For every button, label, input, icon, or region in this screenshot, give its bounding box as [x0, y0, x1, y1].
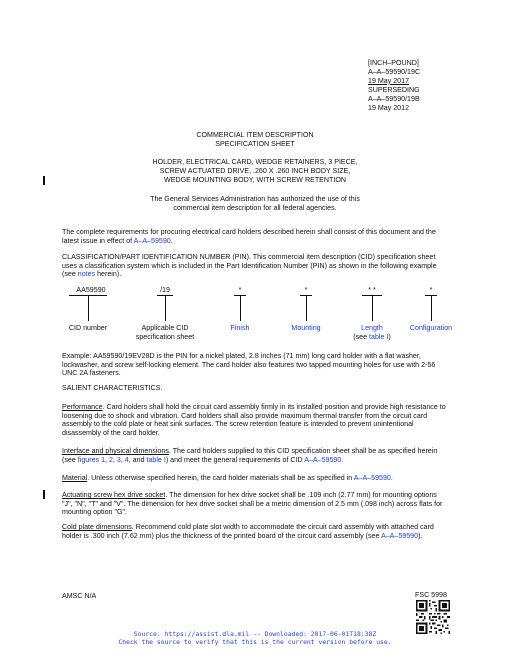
authorization-line-1: The General Services Administration has authorized the use of this	[150, 195, 360, 203]
classification-paragraph: CLASSIFICATION/PART IDENTIFICATION NUMBER (PIN). This commercial item description (CID) specification sheet uses a classification system which is included in the Part Identification Number (PIN) as shown in the following example (see notes herein).	[62, 253, 437, 279]
change-bar-hex	[43, 490, 45, 499]
pin-code-mounting: *	[304, 286, 308, 294]
pin-label-length: Length (see table I)	[353, 324, 391, 341]
pin-code-cid: AA59590	[76, 286, 106, 294]
fsc-label: FSC 5998	[415, 591, 447, 599]
pin-stem-sheet	[165, 296, 166, 321]
intro-cid-link[interactable]: A–A–59590	[133, 236, 171, 245]
document-header	[368, 59, 420, 112]
figure-4-link[interactable]: 4	[124, 455, 129, 464]
document-id: A–A–59590/19C	[368, 67, 421, 76]
hex-drive-heading: Actuating screw hex drive socket	[62, 491, 166, 499]
pin-label-mounting[interactable]: Mounting	[291, 324, 321, 332]
item-title-line-3: WEDGE MOUNTING BODY, WITH SCREW RETENTION	[164, 175, 346, 184]
qr-code-icon	[416, 600, 450, 634]
figure-1-link[interactable]: 1	[101, 455, 106, 464]
pin-stem-configuration	[431, 296, 432, 321]
authorization-line-2: commercial item description for all federal agencies.	[173, 203, 337, 212]
hex-drive-paragraph: Actuating screw hex drive socket. The dimension for hex drive socket shall be .109 inch (2.77 mm) for mounting options "J", "N", "T" and "V". The dimension for hex drive socket shall be a metric dimension of 2.5 mm (.098 inch) across flats for mounting option "G".	[62, 491, 443, 517]
interface-cid-link[interactable]: A–A–59590	[304, 455, 342, 464]
pin-code-sheet: /19	[160, 286, 170, 294]
cold-plate-cid-link[interactable]: A–A–59590	[380, 531, 419, 540]
performance-paragraph: Performance. Card holders shall hold the circuit card assembly firmly in its installed position and provide high resistance to loosening due to shock and vibration. Card holders shall also provide maximum thermal transfer from the circuit card assembly to the cold plate or heat sink surfaces. The screw retention feature is intended to prevent unintentional disassembly of the card holder.	[62, 403, 446, 438]
material-heading: Material	[62, 474, 88, 482]
source-footer	[0, 631, 510, 646]
pin-stem-cid	[88, 296, 89, 321]
previous-date: 19 May 2012	[368, 103, 410, 112]
check-line: Check the source to verify that this is the current version before use.	[118, 637, 392, 646]
pin-code-configuration: *	[429, 286, 433, 294]
document-date: 19 May 2017	[368, 76, 410, 85]
table-i-link[interactable]: table I	[369, 332, 389, 341]
performance-heading: Performance	[62, 403, 103, 411]
pin-label-configuration[interactable]: Configuration	[409, 324, 453, 332]
change-bar	[43, 176, 45, 185]
figure-3-link[interactable]: 3	[116, 455, 121, 464]
cold-plate-heading: Cold plate dimensions	[62, 523, 132, 531]
title-block	[0, 131, 510, 149]
material-paragraph: Material. Unless otherwise specified herein, the card holder materials shall be as specified in A–A–59590.	[62, 474, 393, 482]
pin-code-finish: *	[238, 286, 242, 294]
intro-paragraph: The complete requirements for procuring electrical card holders described herein shall consist of this document and the latest issue in effect of A–A–59590.	[62, 228, 436, 245]
item-title-line-1: HOLDER, ELECTRICAL CARD, WEDGE RETAINERS, 3 PIECE,	[152, 158, 358, 166]
superseding-label: SUPERSEDING	[368, 85, 420, 94]
item-title	[0, 158, 510, 184]
previous-id: A–A–59590/19B	[368, 94, 420, 103]
pin-label-finish[interactable]: Finish	[230, 324, 250, 332]
title-line-1: COMMERCIAL ITEM DESCRIPTION	[196, 131, 314, 139]
table-link[interactable]: table I	[146, 455, 166, 464]
source-line[interactable]: Source: https://assist.dla.mil -- Downloaded: 2017-06-01T18:38Z	[133, 630, 377, 638]
pin-label-sheet: Applicable CID specification sheet	[135, 324, 195, 341]
interface-paragraph: Interface and physical dimensions. The card holders supplied to this CID specification sheet shall be as specified herein (see figures 1, 2, 3, 4, and table I) and meet the general requirements of CID A–A–59590.	[62, 447, 438, 464]
notes-link[interactable]: notes	[77, 270, 96, 279]
pin-label-cid: CID number	[68, 324, 108, 332]
material-cid-link[interactable]: A–A–59590	[353, 474, 391, 482]
pin-stem-mounting	[306, 296, 307, 321]
cold-plate-paragraph: Cold plate dimensions. Recommend cold plate slot width to accommodate the circuit card assembly with attached card holder is .300 inch (7.62 mm) plus the thickness of the printed board of the circuit card assembly (see A–A–59590).	[62, 523, 434, 540]
interface-heading: Interface and physical dimensions	[62, 447, 169, 455]
pin-code-length: * *	[368, 286, 376, 294]
item-title-line-2: SCREW ACTUATED DRIVE, .260 X .260 INCH BODY SIZE,	[159, 166, 351, 175]
authorization-block	[0, 195, 510, 213]
title-line-2: SPECIFICATION SHEET	[215, 139, 295, 148]
amsc-label: AMSC N/A	[62, 592, 97, 600]
unit-label: [INCH–POUND]	[368, 59, 419, 67]
salient-heading: SALIENT CHARACTERISTICS.	[62, 384, 163, 392]
figure-2-link[interactable]: 2	[108, 455, 113, 464]
example-paragraph: Example: AA59590/19EV28D is the PIN for a nickel plated, 2.8 inches (71 mm) long card holder with a flat washer, lockwasher, and screw self-locking element. The card holder also features two tapped mounting holes for use with 2-56 UNC 2A fasteners.	[62, 352, 436, 378]
pin-stem-length	[372, 296, 373, 321]
pin-stem-finish	[240, 296, 241, 321]
figures-link[interactable]: figures	[77, 455, 100, 464]
